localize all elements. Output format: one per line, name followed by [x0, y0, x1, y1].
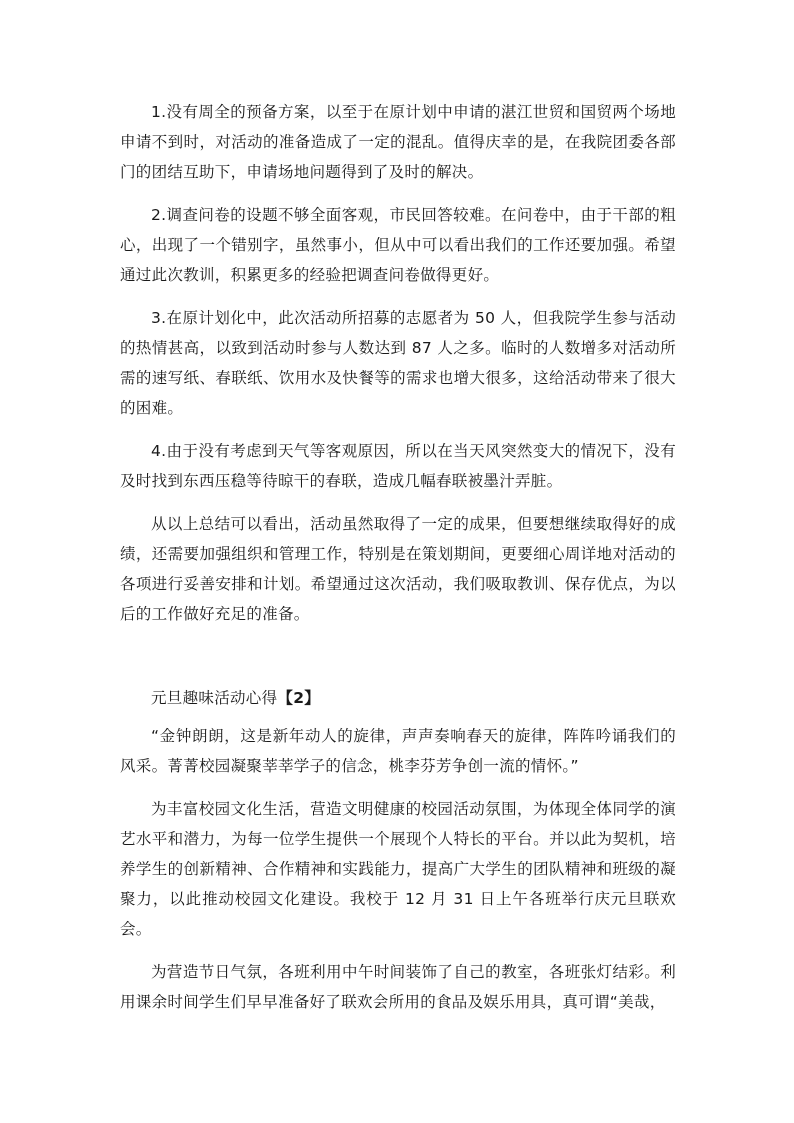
section-heading — [120, 683, 676, 713]
document-body — [120, 97, 676, 1017]
paragraph-issue-3: 3.在原计划化中，此次活动所招募的志愿者为 50 人，但我院学生参与活动的热情甚高，以致到活动时参与人数达到 87 人之多。临时的人数增多对活动所需的速写纸、春联纸、饮用水及快餐等的需求也增大很多，这给活动带来了很大的困难。 — [120, 309, 676, 417]
paragraph-issue-4: 4.由于没有考虑到天气等客观原因，所以在当天风突然变大的情况下，没有及时找到东西压稳等待晾干的春联，造成几幅春联被墨汁弄脏。 — [120, 442, 676, 490]
paragraph-quote: “金钟朗朗，这是新年动人的旋律，声声奏响春天的旋律，阵阵吟诵我们的风采。菁菁校园凝聚莘莘学子的信念，桃李芬芳争创一流的情怀。” — [120, 727, 676, 775]
paragraph-decoration: 为营造节日气氛，各班利用中午时间装饰了自己的教室，各班张灯结彩。利用课余时间学生们早早准备好了联欢会所用的食品及娱乐用具，真可谓“美哉， — [120, 963, 676, 1011]
section-heading-number: 【2】 — [277, 689, 321, 707]
paragraph-summary: 从以上总结可以看出，活动虽然取得了一定的成果，但要想继续取得好的成绩，还需要加强组织和管理工作，特别是在策划期间，更要细心周详地对活动的各项进行妥善安排和计划。希望通过这次活动，我们吸取教训、保存优点，为以后的工作做好充足的准备。 — [120, 515, 676, 623]
section-heading-title: 元旦趣味活动心得 — [151, 689, 278, 707]
paragraph-purpose: 为丰富校园文化生活，营造文明健康的校园活动氛围，为体现全体同学的演艺水平和潜力，为每一位学生提供一个展现个人特长的平台。并以此为契机，培养学生的创新精神、合作精神和实践能力，提高广大学生的团队精神和班级的凝聚力，以此推动校园文化建设。我校于 12 月 31 日上午各班举行庆元旦联欢会。 — [120, 800, 676, 938]
paragraph-issue-1: 1.没有周全的预备方案，以至于在原计划中申请的湛江世贸和国贸两个场地申请不到时，对活动的准备造成了一定的混乱。值得庆幸的是，在我院团委各部门的团结互助下，申请场地问题得到了及时的解决。 — [120, 103, 676, 181]
paragraph-issue-2: 2.调查问卷的设题不够全面客观，市民回答较难。在问卷中，由于干部的粗心，出现了一个错别字，虽然事小，但从中可以看出我们的工作还要加强。希望通过此次教训，积累更多的经验把调查问卷做得更好。 — [120, 206, 676, 284]
